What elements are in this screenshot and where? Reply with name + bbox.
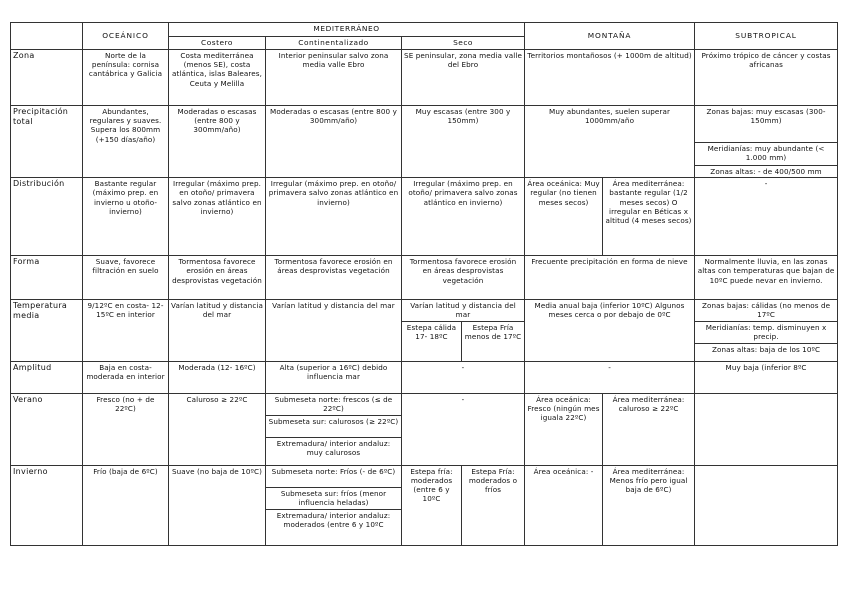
- forma-oceanico: Suave, favorece filtración en suelo: [83, 256, 169, 300]
- row-label-verano: Verano: [11, 393, 83, 465]
- row-invierno: [11, 465, 838, 545]
- header-costero: Costero: [169, 37, 266, 50]
- precipitacion-montana: Muy abundantes, suelen superar 1000mm/año: [525, 106, 695, 178]
- verano-costero: Caluroso ≥ 22ºC: [169, 393, 266, 465]
- distribucion-oceanico: Bastante regular (máximo prep. en invierno u otoño-invierno): [83, 178, 169, 256]
- forma-continentalizado: Tormentosa favorece erosión en áreas desprovistas vegetación: [266, 256, 402, 300]
- invierno-seco-estepa-fria: Estepa Fría: moderados o fríos: [462, 465, 525, 545]
- amplitud-seco: -: [402, 361, 525, 393]
- invierno-continentalizado: [266, 465, 402, 545]
- distribucion-seco: Irregular (máximo prep. en otoño/ primavera salvo zonas atlántico en invierno): [402, 178, 525, 256]
- climate-comparison-table: [10, 22, 838, 546]
- distribucion-costero: Irregular (máximo prep. en otoño/ primavera salvo zonas atlántico en invierno): [169, 178, 266, 256]
- invierno-subtropical: [695, 465, 838, 545]
- invierno-oceanico: Frío (baja de 6ºC): [83, 465, 169, 545]
- distribucion-continentalizado: Irregular (máximo prep. en otoño/ primavera salvo zonas atlántico en invierno): [266, 178, 402, 256]
- corner-cell: [11, 23, 83, 50]
- invierno-cont-extremadura: Extremadura/ interior andaluz: moderados (entre 6 y 10ºC: [266, 509, 401, 530]
- zona-costero: Costa mediterránea (menos SE), costa atlántica, islas Baleares, Ceuta y Melilla: [169, 50, 266, 106]
- precipitacion-subtropical: [695, 106, 838, 178]
- temperatura-seco-estepa-fria: Estepa Fría menos de 17ºC: [462, 321, 525, 361]
- row-zona: [11, 50, 838, 106]
- forma-seco: Tormentosa favorece erosión en áreas desprovistas vegetación: [402, 256, 525, 300]
- amplitud-subtropical: Muy baja (inferior 8ºC: [695, 361, 838, 393]
- temperatura-seco-estepa-calida: Estepa cálida 17- 18ºC: [402, 321, 462, 361]
- row-precipitacion: [11, 106, 838, 178]
- zona-subtropical: Próximo trópico de cáncer y costas africanas: [695, 50, 838, 106]
- header-subtropical: SUBTROPICAL: [695, 23, 838, 50]
- amplitud-continentalizado: Alta (superior a 16ºC) debido influencia mar: [266, 361, 402, 393]
- distribucion-montana-oceanica: Área oceánica: Muy regular (no tienen meses secos): [525, 178, 603, 256]
- temperatura-continentalizado: Varían latitud y distancia del mar: [266, 300, 402, 361]
- zona-seco: SE peninsular, zona media valle del Ebro: [402, 50, 525, 106]
- amplitud-costero: Moderada (12- 16ºC): [169, 361, 266, 393]
- forma-subtropical: Normalmente lluvia, en las zonas altas con temperaturas que bajan de 10ºC puede nevar en invierno.: [695, 256, 838, 300]
- row-label-forma: Forma: [11, 256, 83, 300]
- header-row-1: [11, 23, 838, 37]
- invierno-costero: Suave (no baja de 10ºC): [169, 465, 266, 545]
- temperatura-costero: Varían latitud y distancia del mar: [169, 300, 266, 361]
- verano-continentalizado: [266, 393, 402, 465]
- header-mediterraneo: MEDITERRÁNEO: [169, 23, 525, 37]
- row-distribucion: [11, 178, 838, 256]
- amplitud-oceanico: Baja en costa- moderada en interior: [83, 361, 169, 393]
- invierno-cont-submeseta-sur: Submeseta sur: fríos (menor influencia heladas): [266, 487, 401, 509]
- row-label-amplitud: Amplitud: [11, 361, 83, 393]
- amplitud-montana: -: [525, 361, 695, 393]
- temperatura-oceanico: 9/12ºC en costa- 12-15ºC en interior: [83, 300, 169, 361]
- header-montana: MONTAÑA: [525, 23, 695, 50]
- verano-montana-oceanica: Área oceánica: Fresco (ningún mes iguala 22ºC): [525, 393, 603, 465]
- header-oceanico: OCEÁNICO: [83, 23, 169, 50]
- temperatura-subtropical-zonas-bajas: Zonas bajas: cálidas (no menos de 17ºC: [701, 301, 831, 320]
- invierno-montana-mediterranea: Área mediterránea: Menos frío pero igual baja de 6ºC): [603, 465, 695, 545]
- forma-costero: Tormentosa favorece erosión en áreas desprovistas vegetación: [169, 256, 266, 300]
- temperatura-subtropical-zonas-altas: Zonas altas: baja de los 10ºC: [695, 343, 837, 355]
- temperatura-seco: Varían latitud y distancia del mar: [402, 300, 525, 321]
- verano-montana-mediterranea: Área mediterránea: caluroso ≥ 22ºC: [603, 393, 695, 465]
- invierno-montana-oceanica: Área oceánica: -: [525, 465, 603, 545]
- zona-montana: Territorios montañosos (+ 1000m de altitud): [525, 50, 695, 106]
- precipitacion-subtropical-zonas-bajas: Zonas bajas: muy escasas (300-150mm): [706, 107, 826, 126]
- row-label-precipitacion: Precipitación total: [11, 106, 83, 178]
- temperatura-subtropical: [695, 300, 838, 361]
- verano-oceanico: Fresco (no + de 22ºC): [83, 393, 169, 465]
- verano-cont-submeseta-sur: Submeseta sur: calurosos (≥ 22ºC): [266, 415, 401, 437]
- precipitacion-subtropical-meridianias: Meridianías: muy abundante (< 1.000 mm): [695, 142, 837, 165]
- row-temperatura: [11, 300, 838, 321]
- invierno-cont-submeseta-norte: Submeseta norte: Fríos (- de 6ºC): [271, 466, 396, 476]
- row-amplitud: [11, 361, 838, 393]
- row-label-distribucion: Distribución: [11, 178, 83, 256]
- precipitacion-seco: Muy escasas (entre 300 y 150mm): [402, 106, 525, 178]
- row-label-temperatura: Temperatura media: [11, 300, 83, 361]
- zona-oceanico: Norte de la península: cornisa cantábrica y Galicia: [83, 50, 169, 106]
- temperatura-montana: Media anual baja (inferior 10ºC) Algunos meses cerca o por debajo de 0ºC: [525, 300, 695, 361]
- distribucion-montana-mediterranea: Área mediterránea: bastante regular (1/2 meses secos) O irregular en Béticas x altitud (4 meses secos): [603, 178, 695, 256]
- precipitacion-subtropical-zonas-altas: Zonas altas: - de 400/500 mm: [695, 165, 837, 177]
- header-seco: Seco: [402, 37, 525, 50]
- verano-seco: -: [402, 393, 525, 465]
- row-label-zona: Zona: [11, 50, 83, 106]
- invierno-seco-estepa-calida: Estepa fría: moderados (entre 6 y 10ºC: [402, 465, 462, 545]
- temperatura-subtropical-meridianias: Meridianías: temp. disminuyen x precip.: [695, 321, 837, 343]
- verano-cont-extremadura: Extremadura/ interior andaluz: muy calurosos: [266, 437, 401, 458]
- forma-montana: Frecuente precipitación en forma de nieve: [525, 256, 695, 300]
- precipitacion-oceanico: Abundantes, regulares y suaves. Supera los 800mm (+150 días/año): [83, 106, 169, 178]
- precipitacion-continentalizado: Moderadas o escasas (entre 800 y 300mm/año): [266, 106, 402, 178]
- distribucion-subtropical: -: [695, 178, 838, 256]
- header-continentalizado: Continentalizado: [266, 37, 402, 50]
- row-label-invierno: Invierno: [11, 465, 83, 545]
- verano-subtropical: [695, 393, 838, 465]
- row-verano: [11, 393, 838, 465]
- verano-cont-submeseta-norte: Submeseta norte: frescos (≤ de 22ºC): [274, 394, 393, 413]
- zona-continentalizado: Interior peninsular salvo zona media valle Ebro: [266, 50, 402, 106]
- row-forma: [11, 256, 838, 300]
- precipitacion-costero: Moderadas o escasas (entre 800 y 300mm/año): [169, 106, 266, 178]
